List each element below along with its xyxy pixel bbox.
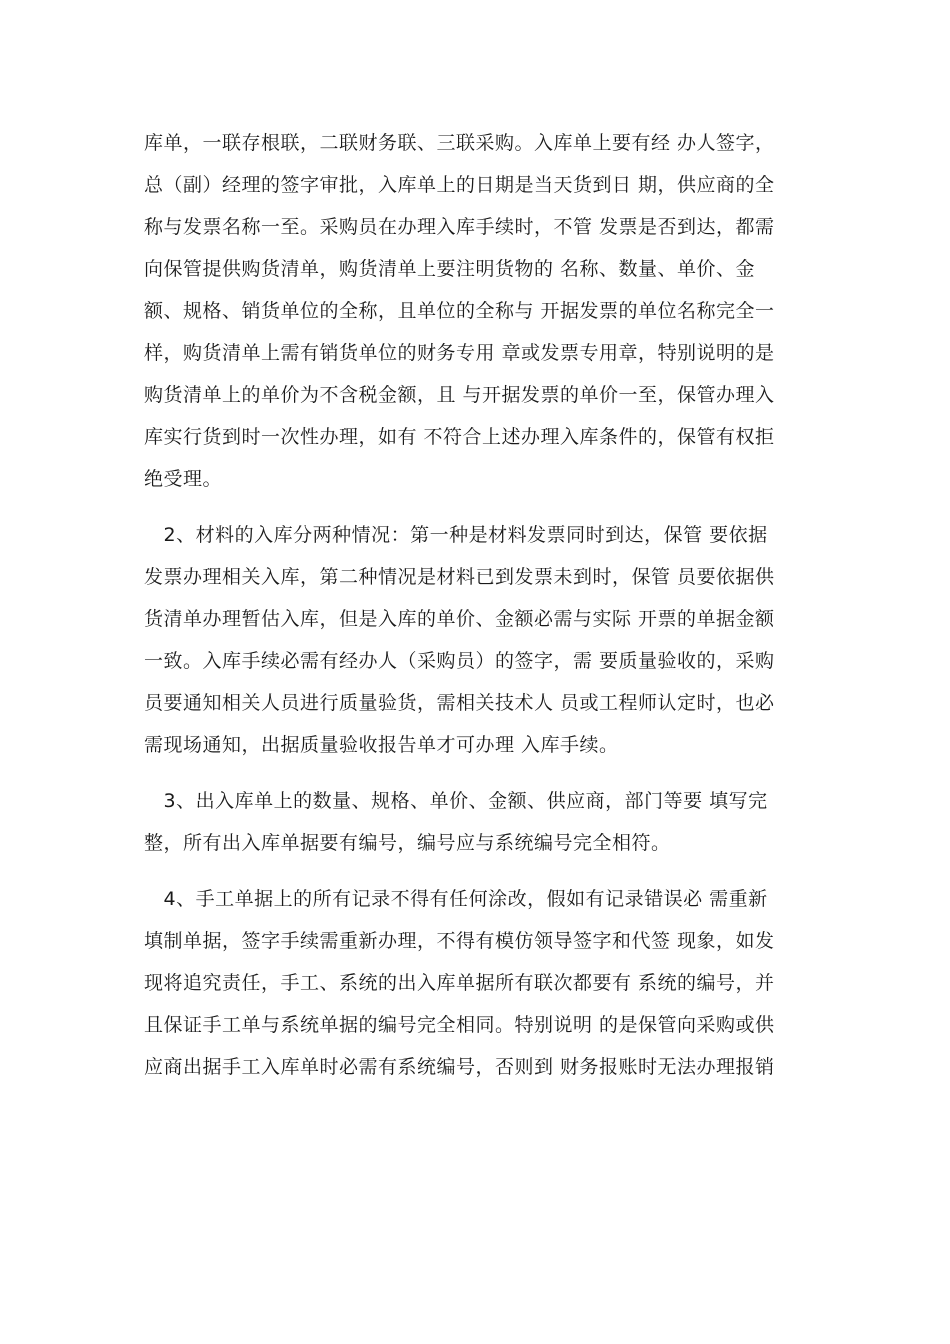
- text-line: 向保管提供购货清单，购货清单上要注明货物的 名称、数量、单价、金: [144, 258, 756, 280]
- document-body: [144, 122, 824, 1088]
- paragraph-gap: [144, 500, 824, 514]
- text-line: 且保证手工单与系统单据的编号完全相同。特别说明 的是保管向采购或供: [144, 1014, 775, 1036]
- text-line: 整，所有出入库单据要有编号，编号应与系统编号完全相符。: [144, 832, 671, 854]
- text-line: 需现场通知，出据质量验收报告单才可办理 入库手续。: [144, 734, 619, 756]
- text-line: 应商出据手工入库单时必需有系统编号，否则到 财务报账时无法办理报销: [144, 1056, 775, 1078]
- text-line: 库实行货到时一次性办理，如有 不符合上述办理入库条件的，保管有权拒: [144, 426, 775, 448]
- paragraph-2: [144, 514, 824, 766]
- text-line: 库单，一联存根联，二联财务联、三联采购。入库单上要有经 办人签字，: [144, 132, 775, 154]
- text-line: 2、材料的入库分两种情况：第一种是材料发票同时到达，保管 要依据: [144, 524, 768, 546]
- text-line: 3、出入库单上的数量、规格、单价、金额、供应商，部门等要 填写完: [144, 790, 768, 812]
- text-line: 额、规格、销货单位的全称，且单位的全称与 开据发票的单位名称完全一: [144, 300, 775, 322]
- text-line: 4、手工单据上的所有记录不得有任何涂改，假如有记录错误必 需重新: [144, 888, 768, 910]
- text-line: 填制单据，签字手续需重新办理，不得有模仿领导签字和代签 现象，如发: [144, 930, 775, 952]
- text-line: 货清单办理暂估入库，但是入库的单价、金额必需与实际 开票的单据金额: [144, 608, 775, 630]
- text-line: 发票办理相关入库，第二种情况是材料已到发票未到时，保管 员要依据供: [144, 566, 775, 588]
- text-line: 一致。入库手续必需有经办人（采购员）的签字，需 要质量验收的，采购: [144, 650, 775, 672]
- paragraph-gap: [144, 864, 824, 878]
- paragraph-gap: [144, 766, 824, 780]
- text-line: 总（副）经理的签字审批，入库单上的日期是当天货到日 期，供应商的全: [144, 174, 775, 196]
- paragraph-4: [144, 878, 824, 1088]
- paragraph-1: [144, 122, 824, 500]
- text-line: 样，购货清单上需有销货单位的财务专用 章或发票专用章，特别说明的是: [144, 342, 775, 364]
- text-line: 员要通知相关人员进行质量验货，需相关技术人 员或工程师认定时，也必: [144, 692, 775, 714]
- text-line: 绝受理。: [144, 468, 223, 490]
- text-line: 称与发票名称一至。采购员在办理入库手续时，不管 发票是否到达，都需: [144, 216, 775, 238]
- text-line: 现将追究责任，手工、系统的出入库单据所有联次都要有 系统的编号，并: [144, 972, 775, 994]
- paragraph-3: [144, 780, 824, 864]
- text-line: 购货清单上的单价为不含税金额，且 与开据发票的单价一至，保管办理入: [144, 384, 775, 406]
